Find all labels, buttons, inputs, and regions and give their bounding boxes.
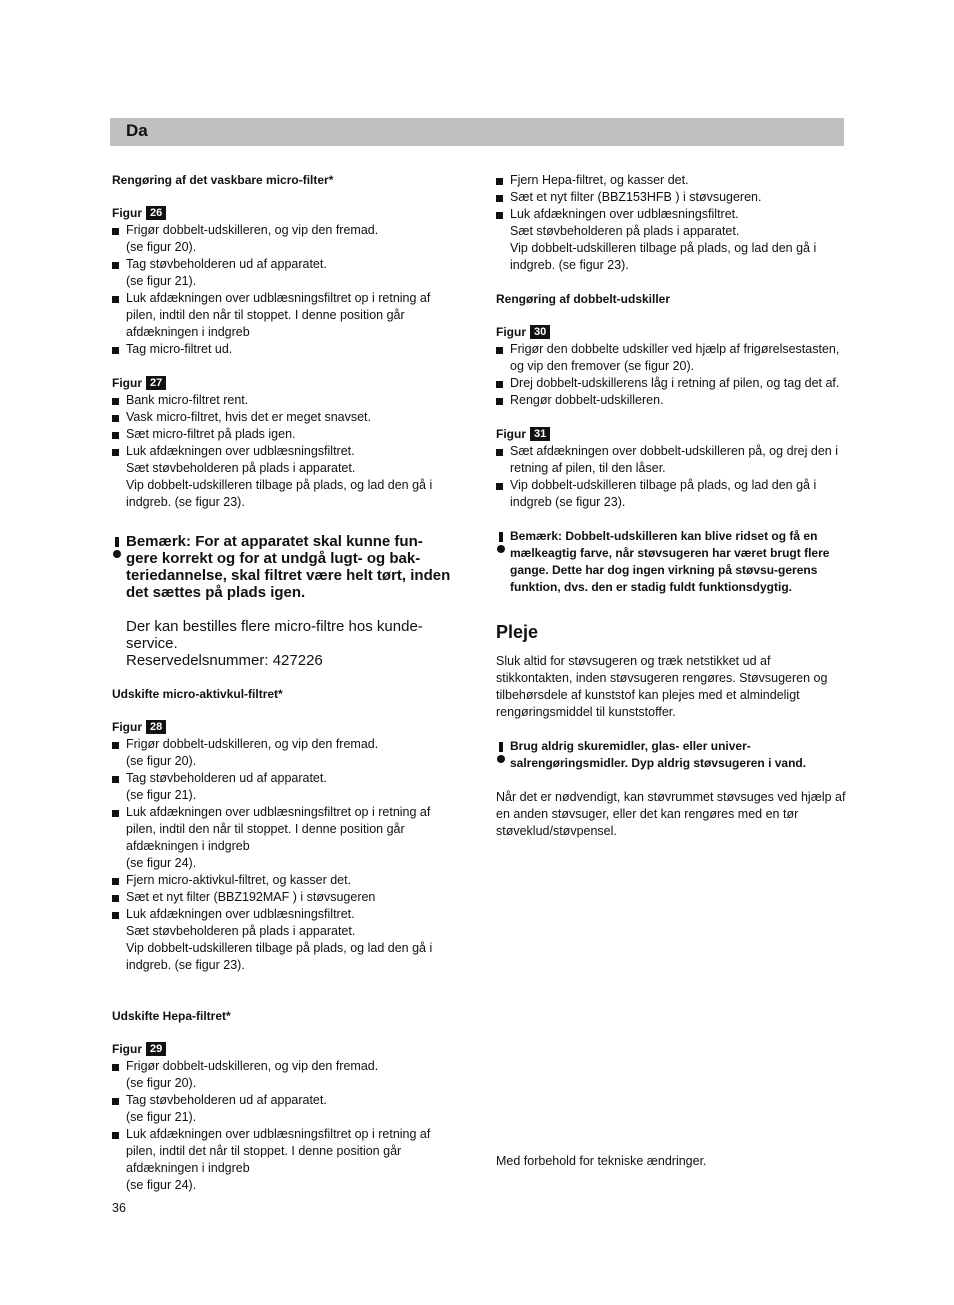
part-number-text: Reservedelsnummer: 427226 xyxy=(126,652,323,669)
instruction-list-31 xyxy=(496,443,846,511)
exclamation-icon xyxy=(497,532,507,553)
list-item-text: Frigør dobbelt-udskilleren, og vip den fremad. xyxy=(126,737,379,751)
list-item xyxy=(112,736,452,770)
section-title-activated-carbon: Udskifte micro-aktivkul-filtret* xyxy=(112,687,283,701)
list-item-text: Drej dobbelt-udskillerens låg i retning af pilen, og tag det af. xyxy=(510,376,840,390)
care-text: Sluk altid for støvsugeren og træk netstikket ud af stikkontakten, inden støvsugeren rengøres. Støvsugeren og tilbehørsdele af kunststof kan plejes med et almindeligt rengøringsmiddel til kunststoffer. xyxy=(496,654,828,719)
figure-number-badge: 30 xyxy=(530,325,550,339)
instruction-list-hepa-cont xyxy=(496,172,846,274)
left-column xyxy=(112,172,452,1194)
page-number: 36 xyxy=(112,1201,126,1215)
list-item-text: Sæt et nyt filter (BBZ192MAF ) i støvsugeren xyxy=(126,890,376,904)
list-item-text: Sæt afdækningen over dobbelt-udskilleren på, og drej den i retning af pilen, til den låser. xyxy=(510,444,838,475)
figure-number-badge: 27 xyxy=(146,376,166,390)
list-item xyxy=(112,443,452,511)
list-item xyxy=(112,409,452,426)
list-item xyxy=(496,477,846,511)
list-item-subline: Sæt støvbeholderen på plads i apparatet. xyxy=(126,461,356,475)
order-info-text: Der kan bestilles flere micro-filtre hos kunde-service. xyxy=(126,618,423,652)
care-text-2: Når det er nødvendigt, kan støvrummet støvsuges ved hjælp af en anden støvsuger, eller det kan rengøres med en tør støveklud/støvpensel. xyxy=(496,790,846,838)
list-item-subline: (se figur 20). xyxy=(126,754,197,768)
list-item-text: Fjern Hepa-filtret, og kasser det. xyxy=(510,173,689,187)
list-item xyxy=(496,375,846,392)
list-item xyxy=(112,392,452,409)
figure-label-31: Figur 31 xyxy=(496,426,846,443)
list-item xyxy=(112,872,452,889)
exclamation-icon xyxy=(497,742,507,763)
list-item-text: Tag støvbeholderen ud af apparatet. xyxy=(126,1093,327,1107)
list-item xyxy=(112,770,452,804)
list-item-text: Rengør dobbelt-udskilleren. xyxy=(510,393,664,407)
list-item-subline: Sæt støvbeholderen på plads i apparatet. xyxy=(510,224,740,238)
instruction-list-27 xyxy=(112,392,452,511)
list-item xyxy=(112,256,452,290)
list-item-text: Luk afdækningen over udblæsningsfiltret. xyxy=(510,207,739,221)
list-item-text: Vask micro-filtret, hvis det er meget snavset. xyxy=(126,410,371,424)
list-item-subline: (se figur 21). xyxy=(126,1110,197,1124)
figure-label-30: Figur 30 xyxy=(496,324,846,341)
technical-changes-note: Med forbehold for tekniske ændringer. xyxy=(496,1154,707,1168)
list-item-subline: (se figur 20). xyxy=(126,1076,197,1090)
list-item-subline: Vip dobbelt-udskilleren tilbage på plads, og lad den gå i indgreb. (se figur 23). xyxy=(126,941,433,972)
section-title-micro-filter: Rengøring af det vaskbare micro-filter* xyxy=(112,173,334,187)
list-item-text: Luk afdækningen over udblæsningsfiltret op i retning af pilen, indtil den når til stoppet. I denne position går afdækningen i indgreb xyxy=(126,291,431,339)
list-item xyxy=(112,341,452,358)
list-item xyxy=(112,804,452,872)
list-item xyxy=(112,889,452,906)
list-item-text: Sæt et nyt filter (BBZ153HFB ) i støvsugeren. xyxy=(510,190,762,204)
instruction-list-26 xyxy=(112,222,452,358)
figure-label-29: Figur 29 xyxy=(112,1041,452,1058)
instruction-list-28 xyxy=(112,736,452,974)
list-item xyxy=(496,189,846,206)
care-heading: Pleje xyxy=(496,622,539,642)
list-item-text: Frigør dobbelt-udskilleren, og vip den fremad. xyxy=(126,1059,379,1073)
list-item-subline: (se figur 24). xyxy=(126,856,197,870)
list-item-text: Luk afdækningen over udblæsningsfiltret op i retning af pilen, indtil den når til stoppet. I denne position går afdækningen i indgreb xyxy=(126,805,431,853)
list-item-text: Frigør den dobbelte udskiller ved hjælp af frigørelsestasten, og vip den fremover (se figur 20). xyxy=(510,342,840,373)
list-item-text: Luk afdækningen over udblæsningsfiltret op i retning af pilen, indtil det når til stoppet. I denne position går afdækningen i indgreb xyxy=(126,1127,431,1175)
warning-note-scratches: Bemærk: Dobbelt-udskilleren kan blive ridset og få en mælkeagtig farve, når støvsugeren har været brugt flere gange. Dette har dog ingen virkning på støvsu-gerens funktion, dvs. den er stadig fuldt funktionsdygtig. xyxy=(496,528,846,596)
list-item-text: Sæt micro-filtret på plads igen. xyxy=(126,427,296,441)
list-item-text: Tag støvbeholderen ud af apparatet. xyxy=(126,257,327,271)
list-item-subline: (se figur 24). xyxy=(126,1178,197,1192)
list-item-subline: Vip dobbelt-udskilleren tilbage på plads, og lad den gå i indgreb. (se figur 23). xyxy=(126,478,433,509)
section-title-hepa: Udskifte Hepa-filtret* xyxy=(112,1009,231,1023)
exclamation-icon xyxy=(113,537,123,558)
list-item-text: Bank micro-filtret rent. xyxy=(126,393,249,407)
language-label: Da xyxy=(126,121,148,140)
right-column xyxy=(496,172,846,840)
list-item xyxy=(112,1058,452,1092)
figure-number-badge: 26 xyxy=(146,206,166,220)
instruction-list-29 xyxy=(112,1058,452,1194)
language-header-bar xyxy=(110,118,844,146)
list-item xyxy=(112,426,452,443)
warning-note-dry-filter: Bemærk: For at apparatet skal kunne fun-gere korrekt og for at undgå lugt- og bak-teriedannelse, skal filtret være helt tørt, inden det sættes på plads igen. xyxy=(112,533,452,601)
list-item-subline: Vip dobbelt-udskilleren tilbage på plads, og lad den gå i indgreb. (se figur 23). xyxy=(510,241,817,272)
figure-number-badge: 29 xyxy=(146,1042,166,1056)
list-item-text: Vip dobbelt-udskilleren tilbage på plads, og lad den gå i indgreb (se figur 23). xyxy=(510,478,817,509)
list-item xyxy=(496,443,846,477)
list-item-text: Tag støvbeholderen ud af apparatet. xyxy=(126,771,327,785)
list-item xyxy=(496,206,846,274)
list-item xyxy=(112,1126,452,1194)
warning-note-cleaning-agents: Brug aldrig skuremidler, glas- eller univer-salrengøringsmidler. Dyp aldrig støvsugeren i vand. xyxy=(496,738,846,772)
figure-number-badge: 31 xyxy=(530,427,550,441)
list-item xyxy=(112,290,452,341)
instruction-list-30 xyxy=(496,341,846,409)
list-item xyxy=(496,172,846,189)
list-item-text: Tag micro-filtret ud. xyxy=(126,342,233,356)
list-item-text: Frigør dobbelt-udskilleren, og vip den fremad. xyxy=(126,223,379,237)
list-item xyxy=(112,906,452,974)
list-item xyxy=(112,1092,452,1126)
list-item-subline: (se figur 21). xyxy=(126,274,197,288)
figure-label-27: Figur 27 xyxy=(112,375,452,392)
list-item-subline: Sæt støvbeholderen på plads i apparatet. xyxy=(126,924,356,938)
list-item xyxy=(496,392,846,409)
list-item xyxy=(496,341,846,375)
figure-label-26: Figur 26 xyxy=(112,205,452,222)
list-item-text: Fjern micro-aktivkul-filtret, og kasser det. xyxy=(126,873,352,887)
list-item-subline: (se figur 20). xyxy=(126,240,197,254)
list-item-text: Luk afdækningen over udblæsningsfiltret. xyxy=(126,444,355,458)
list-item xyxy=(112,222,452,256)
section-title-double-separator: Rengøring af dobbelt-udskiller xyxy=(496,292,671,306)
figure-label-28: Figur 28 xyxy=(112,719,452,736)
figure-number-badge: 28 xyxy=(146,720,166,734)
list-item-text: Luk afdækningen over udblæsningsfiltret. xyxy=(126,907,355,921)
list-item-subline: (se figur 21). xyxy=(126,788,197,802)
